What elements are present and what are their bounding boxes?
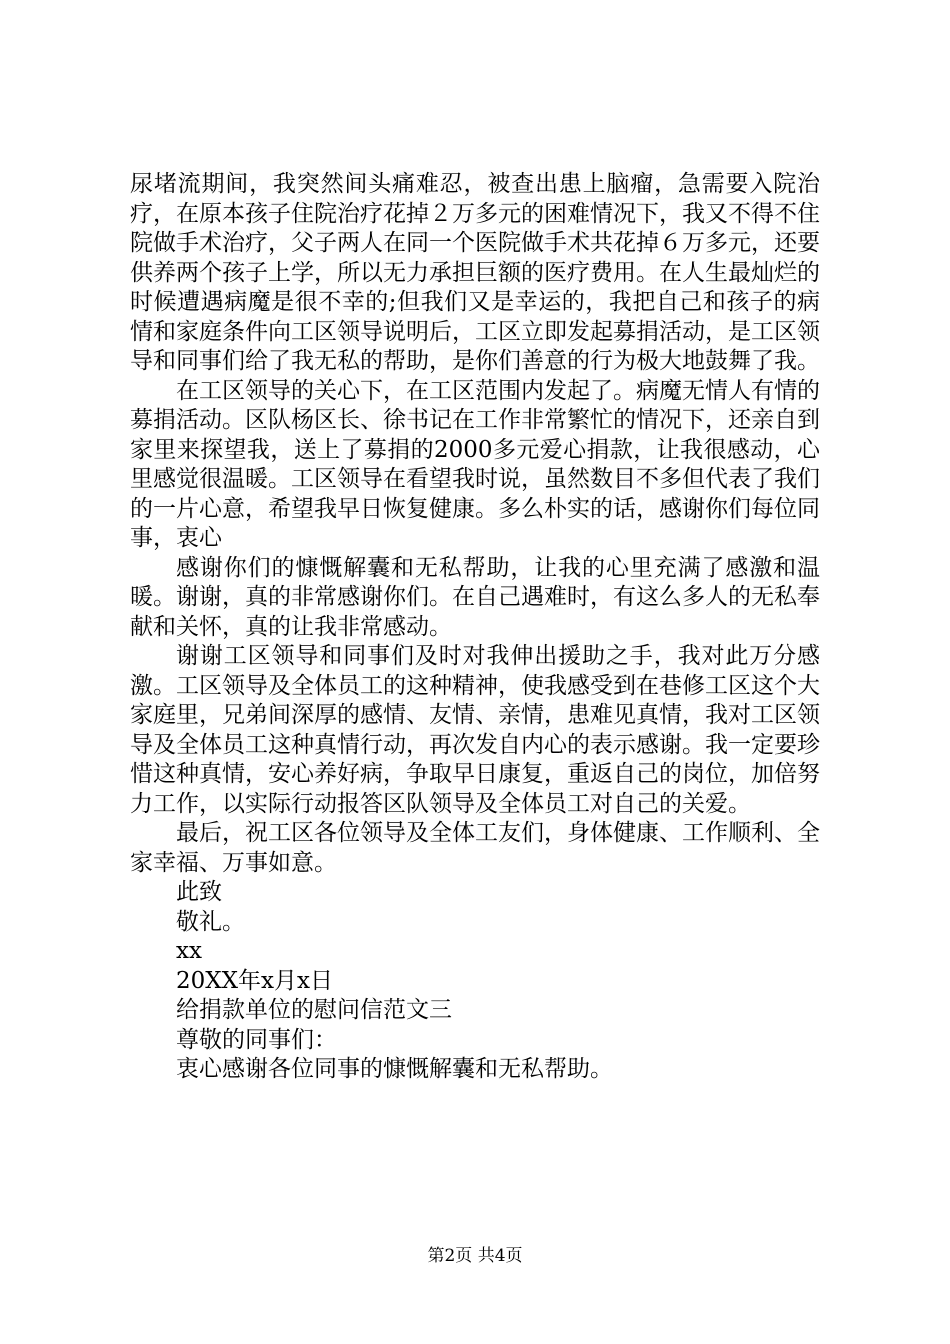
page-footer: 第2页 共4页	[427, 1246, 523, 1266]
opening-line: 衷心感谢各位同事的慷慨解囊和无私帮助。	[176, 1056, 613, 1082]
paragraph-1: 尿堵流期间，我突然间头痛难忍，被查出患上脑瘤，急需要入院治疗，在原本孩子住院治疗花掉２万多元的困难情况下，我又不得不住院做手术治疗，父子两人在同一个医院做手术共花掉６万多元，还要供养两个孩子上学，所以无力承担巨额的医疗费用。在人生最灿烂的时候遭遇病魔是很不幸的;但我们又是幸运的，我把自己和孩子的病情和家庭条件向工区领导说明后，工区立即发起募捐活动，是工区领导和同事们给了我无私的帮助，是你们善意的行为极大地鼓舞了我。	[130, 171, 820, 374]
greeting-line: 尊敬的同事们：	[176, 1026, 337, 1053]
document-body	[130, 170, 820, 1085]
section-title: 给捐款单位的慰问信范文三	[176, 997, 452, 1023]
paragraph-4: 谢谢工区领导和同事们及时对我伸出援助之手，我对此万分感激。工区领导及全体员工的这种精神，使我感受到在巷修工区这个大家庭里，兄弟间深厚的感情、友情、亲情，患难见真情，我对工区领导及全体员工这种真情行动，再次发自内心的表示感谢。我一定要珍惜这种真情，安心养好病，争取早日康复，重返自己的岗位，加倍努力工作，以实际行动报答区队领导及全体员工对自己的关爱。	[130, 643, 820, 817]
paragraph-5: 最后，祝工区各位领导及全体工友们，身体健康、工作顺利、全家幸福、万事如意。	[130, 820, 820, 876]
salutation-line: 此致	[176, 879, 222, 905]
regards-line: 敬礼。	[176, 908, 245, 935]
signature-name: xx	[176, 938, 202, 964]
paragraph-2: 在工区领导的关心下，在工区范围内发起了。病魔无情人有情的募捐活动。区队杨区长、徐书记在工作非常繁忙的情况下，还亲自到家里来探望我，送上了募捐的2000多元爱心捐款，让我很感动，心里感觉很温暖。工区领导在看望我时说，虽然数目不多但代表了我们的一片心意，希望我早日恢复健康。多么朴实的话，感谢你们每位同事，衷心	[130, 377, 820, 551]
paragraph-3: 感谢你们的慷慨解囊和无私帮助，让我的心里充满了感激和温暖。谢谢，真的非常感谢你们。在自己遇难时，有这么多人的无私奉献和关怀，真的让我非常感动。	[130, 554, 820, 640]
signature-date: 20XX年x月x日	[176, 967, 333, 994]
